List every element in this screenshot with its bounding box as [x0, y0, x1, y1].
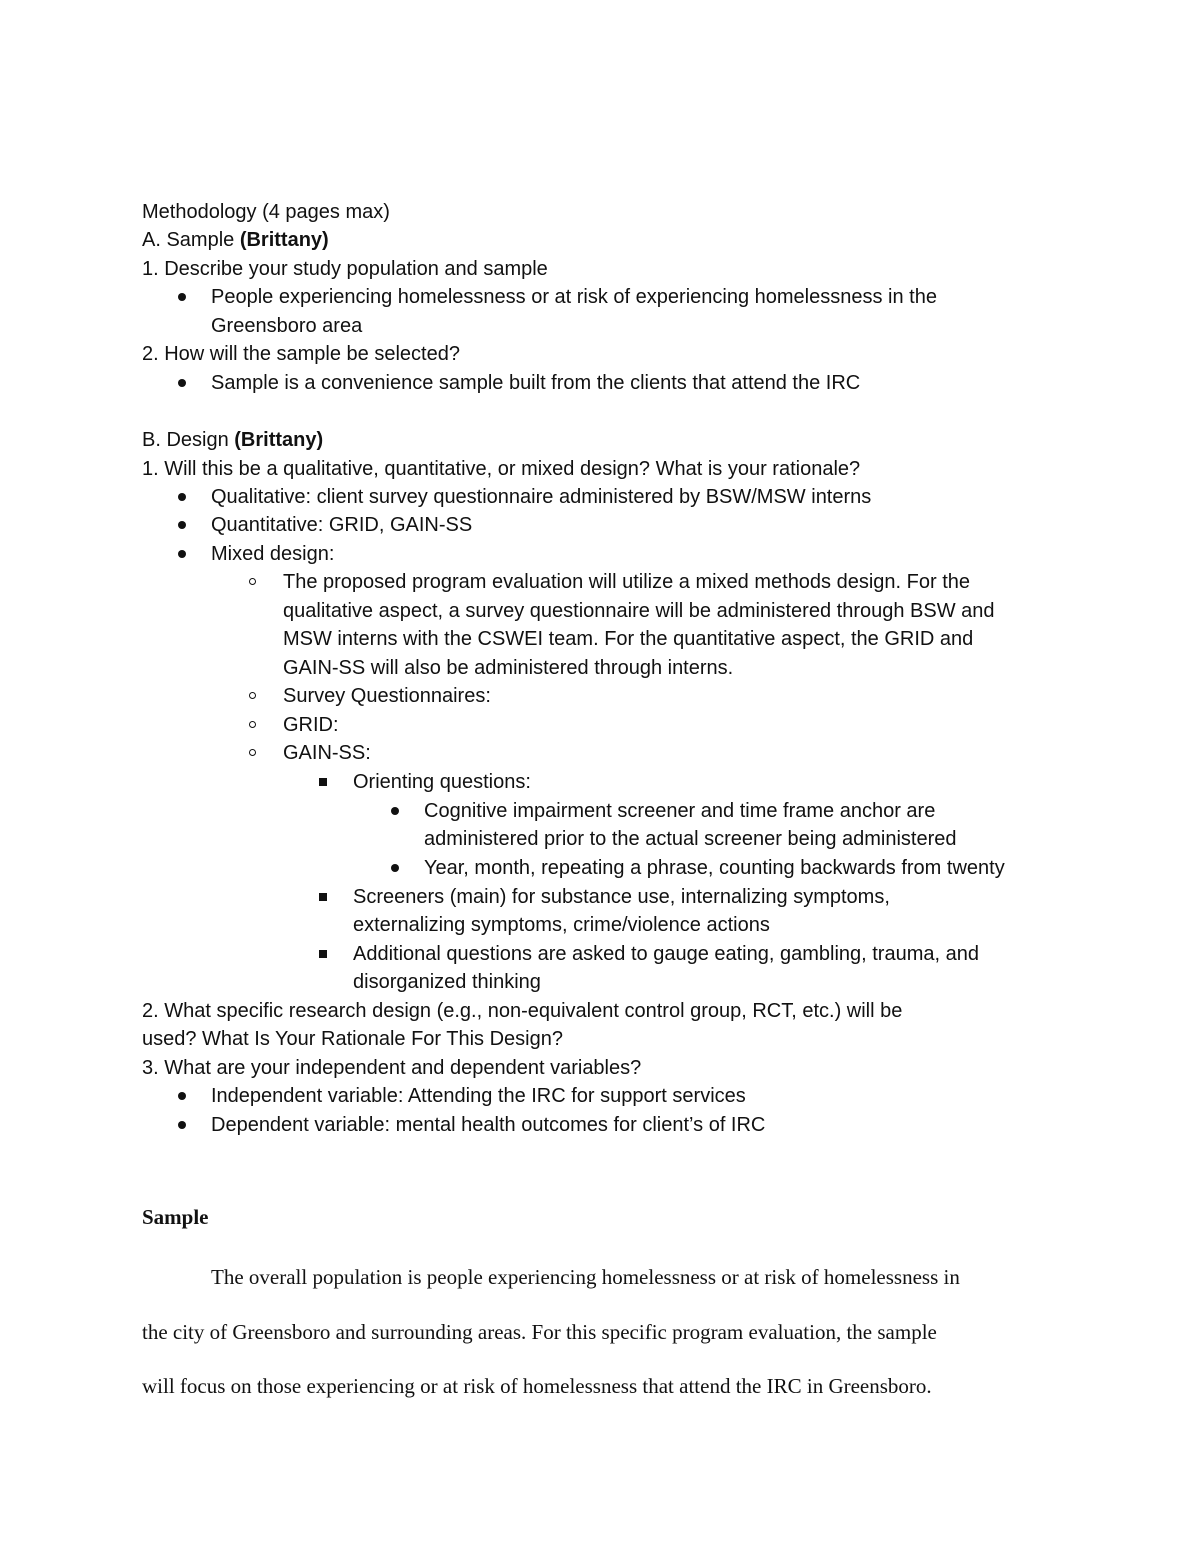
bullet-icon: [391, 807, 399, 815]
bullet-icon: [391, 864, 399, 872]
bullet-icon: [178, 521, 186, 529]
paragraph-line: qualitative aspect, a survey questionnaire will be administered through BSW and: [283, 600, 995, 622]
list-item: GAIN-SS:: [283, 742, 371, 764]
list-item: Additional questions are asked to gauge eating, gambling, trauma, and: [353, 943, 979, 965]
circle-bullet-icon: [249, 578, 256, 585]
author-name: (Brittany): [234, 429, 324, 451]
bullet-icon: [178, 550, 186, 558]
paragraph-line: the city of Greensboro and surrounding areas. For this specific program evaluation, the sample: [142, 1320, 937, 1344]
bullet-icon: [178, 1121, 186, 1129]
question-b3: 3. What are your independent and dependent variables?: [142, 1057, 642, 1079]
list-item: People experiencing homelessness or at risk of experiencing homelessness in the: [211, 286, 937, 308]
list-item: Screeners (main) for substance use, internalizing symptoms,: [353, 886, 890, 908]
bullet-icon: [178, 493, 186, 501]
paragraph-line: GAIN-SS will also be administered through interns.: [283, 657, 734, 679]
section-b-heading: B. Design (Brittany): [142, 429, 324, 451]
question-a2: 2. How will the sample be selected?: [142, 343, 460, 365]
list-item: Qualitative: client survey questionnaire administered by BSW/MSW interns: [211, 486, 872, 508]
list-item: Sample is a convenience sample built from the clients that attend the IRC: [211, 372, 861, 394]
paragraph-line: The overall population is people experiencing homelessness or at risk of homelessness in: [211, 1265, 960, 1289]
list-item: Dependent variable: mental health outcomes for client’s of IRC: [211, 1114, 766, 1136]
list-item: Year, month, repeating a phrase, counting backwards from twenty: [424, 857, 1005, 879]
paragraph-line: The proposed program evaluation will utilize a mixed methods design. For the: [283, 571, 971, 593]
square-bullet-icon: [319, 778, 327, 786]
list-item-continuation: externalizing symptoms, crime/violence actions: [353, 914, 770, 936]
author-name: (Brittany): [239, 229, 329, 251]
page-title: Methodology (4 pages max): [142, 201, 390, 223]
list-item: Mixed design:: [211, 543, 335, 565]
bullet-icon: [178, 1092, 186, 1100]
list-item: Orienting questions:: [353, 771, 531, 793]
question-b2: 2. What specific research design (e.g., non-equivalent control group, RCT, etc.) will be: [142, 1000, 903, 1022]
list-item: Independent variable: Attending the IRC for support services: [211, 1085, 746, 1107]
paragraph-line: MSW interns with the CSWEI team. For the quantitative aspect, the GRID and: [283, 628, 974, 650]
list-item-continuation: administered prior to the actual screener being administered: [424, 828, 957, 850]
list-item: Cognitive impairment screener and time frame anchor are: [424, 800, 936, 822]
paragraph-line: will focus on those experiencing or at risk of homelessness that attend the IRC in Greensboro.: [142, 1374, 932, 1398]
list-item: GRID:: [283, 714, 339, 736]
list-item: Quantitative: GRID, GAIN-SS: [211, 514, 473, 536]
square-bullet-icon: [319, 950, 327, 958]
circle-bullet-icon: [249, 692, 256, 699]
circle-bullet-icon: [249, 749, 256, 756]
square-bullet-icon: [319, 893, 327, 901]
question-b2-continuation: used? What Is Your Rationale For This Design?: [142, 1028, 563, 1050]
bullet-icon: [178, 379, 186, 387]
list-item-continuation: disorganized thinking: [353, 971, 541, 993]
question-b1: 1. Will this be a qualitative, quantitative, or mixed design? What is your rationale?: [142, 458, 861, 480]
circle-bullet-icon: [249, 721, 256, 728]
section-heading: Sample: [142, 1205, 209, 1229]
section-a-heading: A. Sample (Brittany): [142, 229, 329, 251]
list-item-continuation: Greensboro area: [211, 315, 363, 337]
list-item: Survey Questionnaires:: [283, 685, 491, 707]
question-a1: 1. Describe your study population and sample: [142, 258, 548, 280]
bullet-icon: [178, 293, 186, 301]
